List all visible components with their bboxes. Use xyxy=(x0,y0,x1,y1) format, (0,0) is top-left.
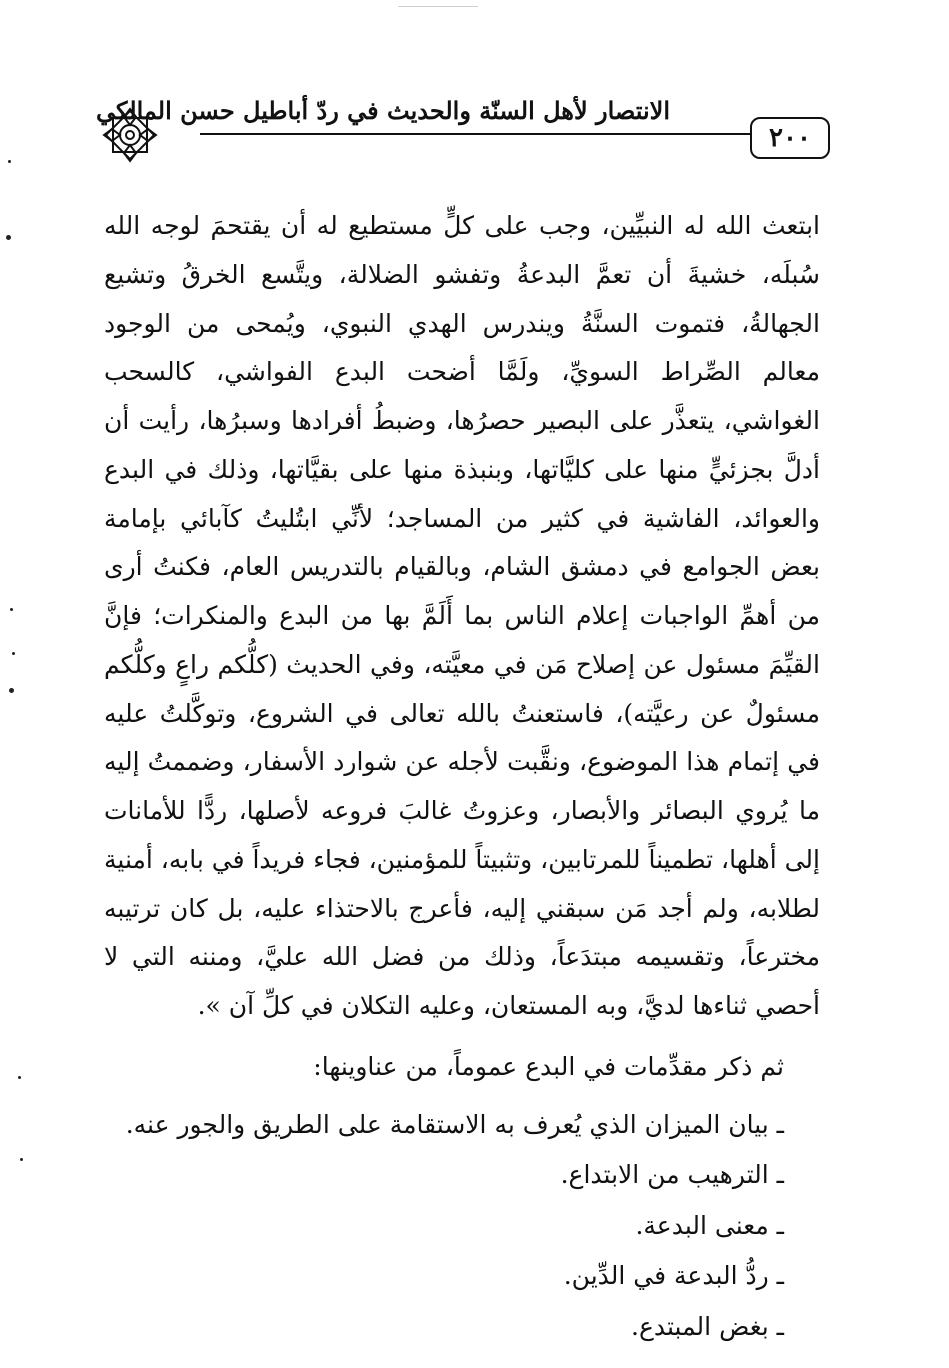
page-number-box xyxy=(750,117,830,159)
scan-speck xyxy=(6,235,11,240)
scan-speck xyxy=(20,1158,23,1161)
octagram-ornament-icon xyxy=(98,103,162,167)
header-rule xyxy=(200,133,760,135)
list-item: ـ معنى البدعة. xyxy=(635,1210,784,1240)
top-rule xyxy=(398,6,478,7)
headings-list xyxy=(104,1100,820,1353)
main-text xyxy=(104,202,820,1352)
list-item: ـ ردُّ البدعة في الدِّين. xyxy=(563,1261,784,1290)
scan-speck xyxy=(8,160,11,163)
body-paragraph: ابتعث الله له النبيِّين، وجب على كلٍّ مستطيع له أن يقتحمَ لوجه الله سُبلَه، خشيةَ أن تعمَّ البدعةُ وتفشو الضلالة، ويتَّسع الخرقُ وتشيع الجهالةُ، فتموت السنَّةُ ويندرس الهدي النبوي، ويُمحى من الوجود معالم الصِّراط السويِّ، ولَمَّا أضحت البدع الفواشي، كالسحب الغواشي، يتعذَّر على البصير حصرُها، وضبطُ أفرادها وسبرُها، رأيت أن أدلَّ بجزئيٍّ منها على كليَّاتها، وبنبذة منها على بقيَّاتها، وذلك في البدع والعوائد، الفاشية في كثير من المساجد؛ لأنِّي ابتُليتُ كآبائي بإمامة بعض الجوامع في دمشق الشام، وبالقيام بالتدريس العام، فكنتُ أرى من أهمِّ الواجبات إعلام الناس بما أَلَمَّ بها من البدع والمنكرات؛ فإنَّ القيِّمَ مسئول عن إصلاح مَن في معيَّته، وفي الحديث (كلُّكم راعٍ وكلُّكم مسئولٌ عن رعيَّته)، فاستعنتُ بالله تعالى في الشروع، وتوكَّلتُ عليه في إتمام هذا الموضوع، ونقَّبت لأجله عن شوارد الأسفار، وضممتُ إليه ما يُروي البصائر والأبصار، وعزوتُ غالبَ فروعه لأصلها، ردًّا للأمانات إلى أهلها، تطميناً للمرتابين، وتثبيتاً للمؤمنين، فجاء فريداً في بابه، أمنية لطلابه، ولم أجد مَن سبقني إليه، فأعرج بالاحتذاء عليه، بل كان ترتيبه مخترعاً، وتقسيمه مبتدَعاً، وذلك من فضل الله عليَّ، ومننه التي لا أحصي ثناءها لديَّ، وبه المستعان، وعليه التكلان في كلِّ آن ». xyxy=(104,211,820,1020)
list-intro: ثم ذكر مقدِّمات في البدع عموماً، من عناوينها: xyxy=(313,1051,784,1081)
scan-speck xyxy=(18,1076,21,1079)
scan-speck xyxy=(12,652,15,655)
page-number: ٢٠٠ xyxy=(769,123,811,153)
page-header xyxy=(90,95,830,185)
running-title: الانتصار لأهل السنّة والحديث في ردّ أباطيل حسن المالكي xyxy=(96,96,670,125)
scan-speck xyxy=(10,608,13,611)
list-item: ـ بيان الميزان الذي يُعرف به الاستقامة على الطريق والجور عنه. xyxy=(125,1109,784,1139)
scan-speck xyxy=(9,688,14,693)
list-item: ـ بغض المبتدع. xyxy=(631,1311,784,1341)
list-item: ـ الترهيب من الابتداع. xyxy=(560,1160,784,1189)
